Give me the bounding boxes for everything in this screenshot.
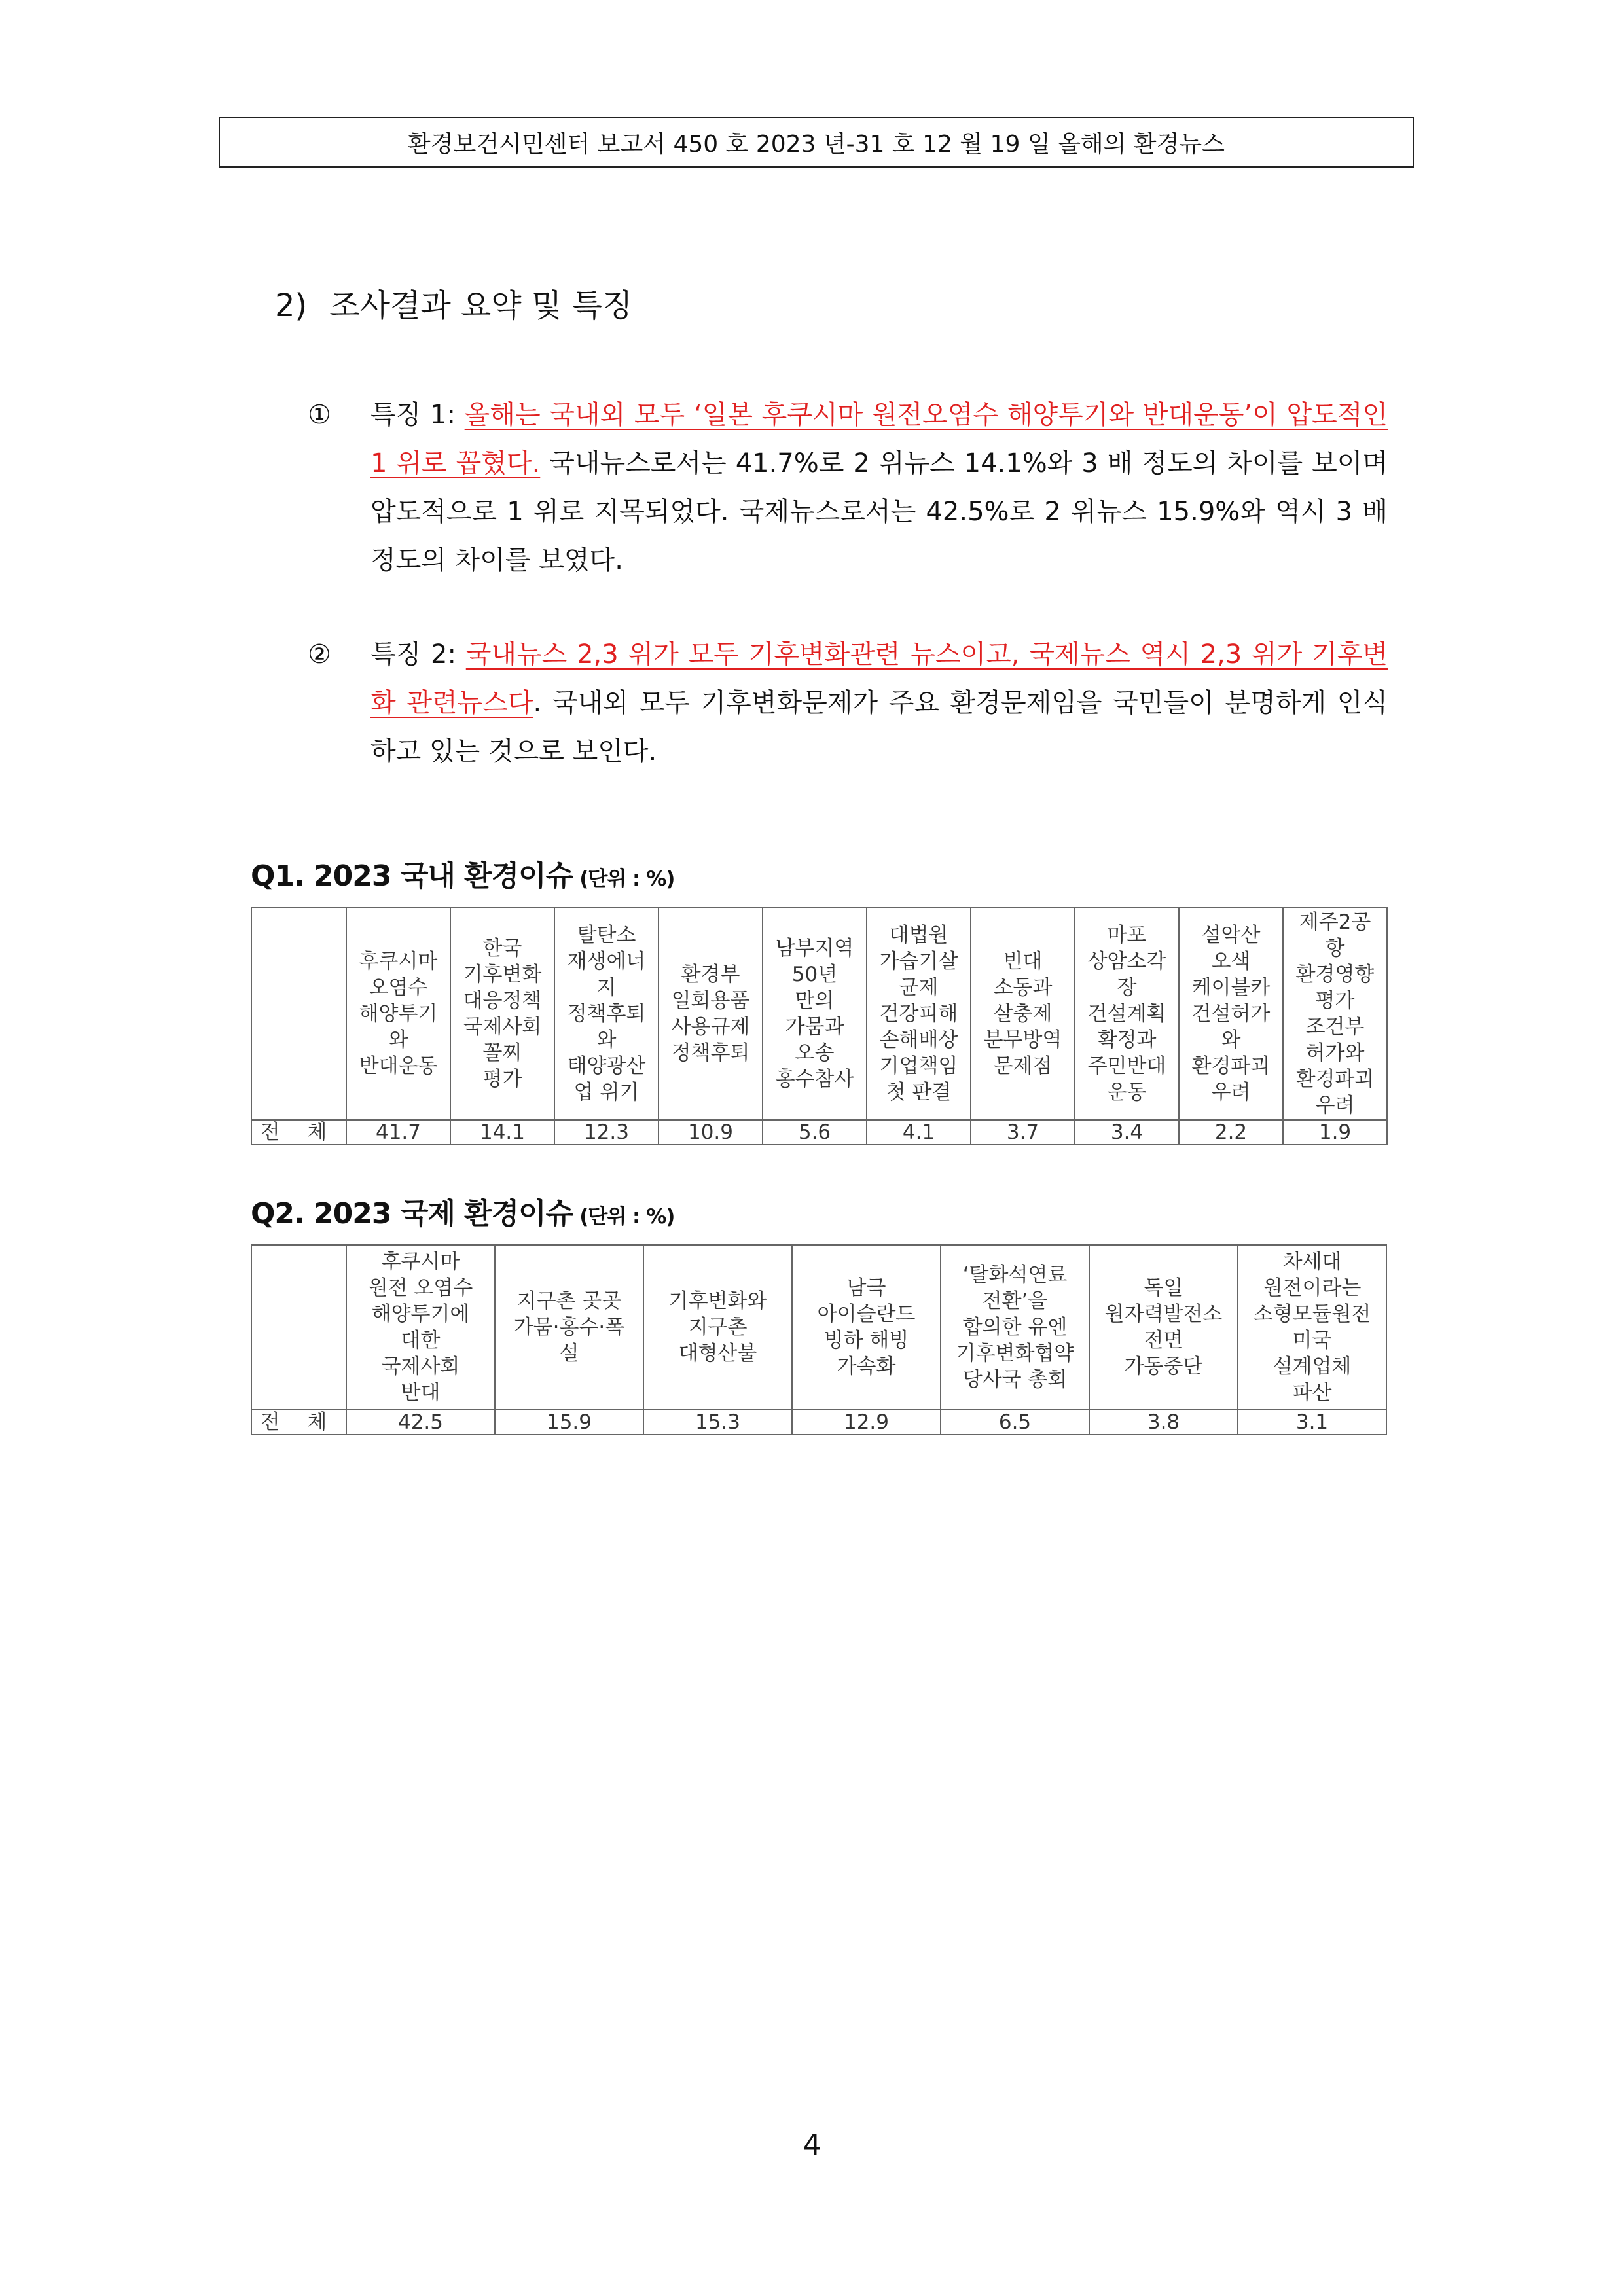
q2-unit: (단위 : %)	[579, 1205, 675, 1229]
q1-value-cell: 41.7	[346, 1120, 450, 1145]
q2-value-cell: 15.3	[643, 1410, 792, 1435]
q2-header-cell: ‘탈화석연료 전환’을 합의한 유엔 기후변화협약 당사국 총회	[941, 1245, 1089, 1410]
q1-header-cell: 후쿠시마 오염수 해양투기 와 반대운동	[346, 908, 450, 1120]
q2-value-cell: 15.9	[495, 1410, 643, 1435]
q1-value-cell: 2.2	[1179, 1120, 1283, 1145]
q1-header-cell: 환경부 일회용품 사용규제 정책후퇴	[659, 908, 763, 1120]
q1-header-cell: 대법원 가습기살 균제 건강피해 손해배상 기업책임 첫 판결	[867, 908, 971, 1120]
q1-value-cell: 1.9	[1283, 1120, 1387, 1145]
feature-2-mark: ②	[308, 639, 331, 670]
feature-2-text: . 국내외 모두 기후변화문제가 주요 환경문제임을 국민들이 분명하게 인식하고 있는 것으로 보인다.	[370, 688, 1388, 766]
q2-header-cell: 남극 아이슬란드 빙하 해빙 가속화	[792, 1245, 941, 1410]
page-number: 4	[803, 2128, 821, 2162]
feature-1-mark: ①	[308, 400, 331, 430]
q1-value-cell: 5.6	[763, 1120, 867, 1145]
q2-value-cell: 12.9	[792, 1410, 941, 1435]
q1-header-cell: 남부지역 50년 만의 가뭄과 오송 홍수참사	[763, 908, 867, 1120]
q1-header-cell: 탈탄소 재생에너 지 정책후퇴 와 태양광산 업 위기	[554, 908, 659, 1120]
q2-header-cell: 기후변화와 지구촌 대형산불	[643, 1245, 792, 1410]
q2-header-row	[251, 1245, 1386, 1410]
q1-title-text: Q1. 2023 국내 환경이슈	[251, 859, 573, 893]
feature-1-label: 특징 1:	[370, 400, 456, 430]
q1-row-label: 전 체	[251, 1120, 346, 1145]
report-header-text: 환경보건시민센터 보고서 450 호 2023 년-31 호 12 월 19 일 올해의 환경뉴스	[408, 131, 1225, 158]
q1-value-cell: 14.1	[450, 1120, 554, 1145]
q2-title	[251, 1190, 674, 1232]
feature-2-highlight: 국내뉴스 2,3 위가 모두 기후변화관련 뉴스이고, 국제뉴스 역시 2,3 위가 기후변화 관련뉴스다	[370, 639, 1388, 718]
q2-header-cell: 차세대 원전이라는 소형모듈원전 미국 설계업체 파산	[1238, 1245, 1386, 1410]
feature-1-text: 국내뉴스로서는 41.7%로 2 위뉴스 14.1%와 3 배 정도의 차이를 보이며 압도적으로 1 위로 지목되었다. 국제뉴스로서는 42.5%로 2 위뉴스 15.9%와 역시 3 배정도의 차이를 보였다.	[370, 448, 1388, 575]
q1-value-cell: 10.9	[659, 1120, 763, 1145]
feature-2-label: 특징 2:	[370, 639, 456, 670]
q1-header-cell: 제주2공 항 환경영향 평가 조건부 허가와 환경파괴 우려	[1283, 908, 1387, 1120]
q2-header-cell: 독일 원자력발전소 전면 가동중단	[1089, 1245, 1238, 1410]
feature-1	[308, 391, 1388, 584]
q2-table	[251, 1244, 1387, 1435]
q1-unit: (단위 : %)	[579, 867, 675, 891]
q1-value-cell: 12.3	[554, 1120, 659, 1145]
q1-value-row	[251, 1120, 1387, 1145]
q2-header-cell: 지구촌 곳곳 가뭄·홍수·폭 설	[495, 1245, 643, 1410]
q1-title	[251, 852, 674, 894]
section-title-text: 조사결과 요약 및 특징	[329, 287, 633, 324]
feature-1-highlight: 올해는 국내외 모두 ‘일본 후쿠시마 원전오염수 해양투기와 반대운동’이 압도적인 1 위로 꼽혔다.	[370, 400, 1388, 478]
q2-value-cell: 3.8	[1089, 1410, 1238, 1435]
q2-value-row	[251, 1410, 1386, 1435]
feature-2	[308, 630, 1388, 776]
q1-table	[251, 907, 1388, 1145]
report-header	[219, 117, 1414, 168]
q1-header-row	[251, 908, 1387, 1120]
q1-header-cell: 마포 상암소각 장 건설계획 확정과 주민반대 운동	[1075, 908, 1179, 1120]
q2-value-cell: 6.5	[941, 1410, 1089, 1435]
q1-header-cell: 한국 기후변화 대응정책 국제사회 꼴찌 평가	[450, 908, 554, 1120]
q2-title-text: Q2. 2023 국제 환경이슈	[251, 1197, 573, 1230]
q2-value-cell: 42.5	[346, 1410, 495, 1435]
q1-corner-cell	[251, 908, 346, 1120]
q1-value-cell: 3.7	[971, 1120, 1075, 1145]
q1-header-cell: 설악산 오색 케이블카 건설허가 와 환경파괴 우려	[1179, 908, 1283, 1120]
q1-value-cell: 3.4	[1075, 1120, 1179, 1145]
q1-value-cell: 4.1	[867, 1120, 971, 1145]
q2-corner-cell	[251, 1245, 346, 1410]
section-title	[275, 280, 632, 325]
q2-value-cell: 3.1	[1238, 1410, 1386, 1435]
section-number: 2)	[275, 287, 308, 324]
q1-header-cell: 빈대 소동과 살충제 분무방역 문제점	[971, 908, 1075, 1120]
q2-header-cell: 후쿠시마 원전 오염수 해양투기에 대한 국제사회 반대	[346, 1245, 495, 1410]
q2-row-label: 전 체	[251, 1410, 346, 1435]
